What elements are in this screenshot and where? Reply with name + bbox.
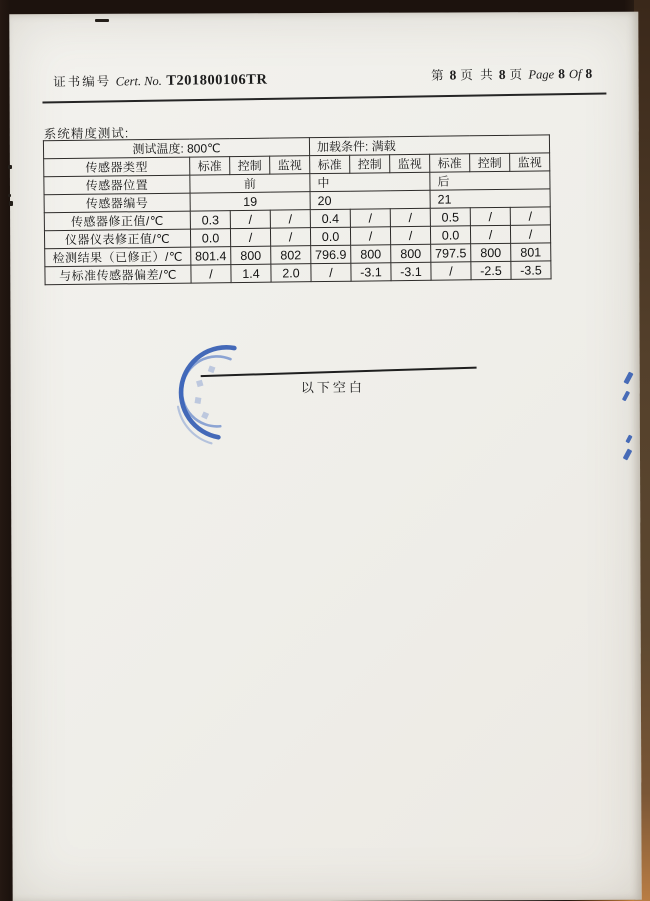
page-word: 第 [430,68,446,83]
page-number: 8 [449,67,457,83]
scan-speck [9,201,13,206]
value-cell: / [510,225,550,243]
position-cell: 前 [190,174,310,193]
pagination-block [431,64,596,85]
value-cell: 801.4 [191,247,231,265]
value-cell: 801 [511,243,551,261]
value-cell: / [191,265,231,283]
col-header: 监视 [390,154,430,172]
row-label: 检测结果（已修正）/℃ [45,247,191,267]
cert-label-zh: 证书编号 [53,74,112,90]
value-cell: -3.5 [511,261,551,279]
page-word-en: Page [528,67,555,82]
page-word-en: Of [568,66,582,82]
value-cell: 0.0 [430,226,470,244]
value-cell: / [470,225,510,243]
certificate-number: T201800106TR [166,71,268,89]
value-cell: / [431,262,471,280]
value-cell: / [270,228,310,246]
col-header: 标准 [430,154,470,172]
col-header: 标准 [190,157,230,175]
scan-speck [8,165,12,169]
value-cell: / [270,210,310,228]
value-cell: / [350,209,390,227]
value-cell: -3.1 [351,263,391,281]
value-cell: 800 [391,244,431,262]
value-cell: 797.5 [431,244,471,262]
value-cell: 800 [231,246,271,264]
value-cell: / [350,227,390,245]
col-header: 监视 [510,153,550,171]
value-cell: 0.0 [310,227,350,245]
col-header: 控制 [230,156,270,174]
page-number-en: 8 [558,66,566,82]
value-cell: 796.9 [311,245,351,263]
value-cell: 1.4 [231,264,271,282]
row-label: 仪器仪表修正值/℃ [44,229,190,249]
certificate-page [9,12,641,901]
number-cell: 19 [190,192,310,211]
row-label: 传感器编号 [44,193,190,213]
scan-speck [95,19,109,22]
position-cell: 中 [310,172,430,191]
blank-below-note: 以下空白 [300,379,365,396]
value-cell: 0.0 [190,229,230,247]
value-cell: / [230,228,270,246]
col-header: 控制 [470,153,510,171]
value-cell: 800 [471,243,511,261]
value-cell: / [390,208,430,226]
value-cell: / [470,207,510,225]
cert-label-en: Cert. No. [115,73,162,89]
col-header: 控制 [350,155,390,173]
test-temperature-cell: 测试温度: 800℃ [43,138,309,159]
value-cell: 0.4 [310,209,350,227]
value-cell: / [230,210,270,228]
number-cell: 20 [310,190,430,209]
certificate-number-block [53,70,267,92]
section-title: 系统精度测试: [43,126,130,142]
row-label: 传感器类型 [44,157,190,177]
page-total-en: 8 [585,65,593,81]
col-header: 监视 [270,156,310,174]
value-cell: 802 [271,246,311,264]
value-cell: / [390,226,430,244]
value-cell: -3.1 [391,262,431,280]
value-cell: 800 [351,245,391,263]
number-cell: 21 [430,189,550,208]
col-header: 标准 [310,155,350,173]
load-condition-cell: 加载条件: 满载 [309,135,549,156]
value-cell: 0.3 [190,211,230,229]
page-content [8,7,647,901]
value-cell: / [510,207,550,225]
value-cell: / [311,263,351,281]
scan-speck [8,194,11,197]
value-cell: -2.5 [471,261,511,279]
position-cell: 后 [430,171,550,190]
page-word: 页 共 [460,68,495,83]
round-seal-partial-icon [168,342,265,447]
page-word: 页 [509,67,525,82]
value-cell: 0.5 [430,208,470,226]
row-label: 与标准传感器偏差/℃ [45,265,191,285]
row-label: 传感器修正值/℃ [44,211,190,231]
page-total: 8 [498,66,506,82]
value-cell: 2.0 [271,264,311,282]
row-label: 传感器位置 [44,175,190,195]
system-accuracy-table [43,134,552,285]
